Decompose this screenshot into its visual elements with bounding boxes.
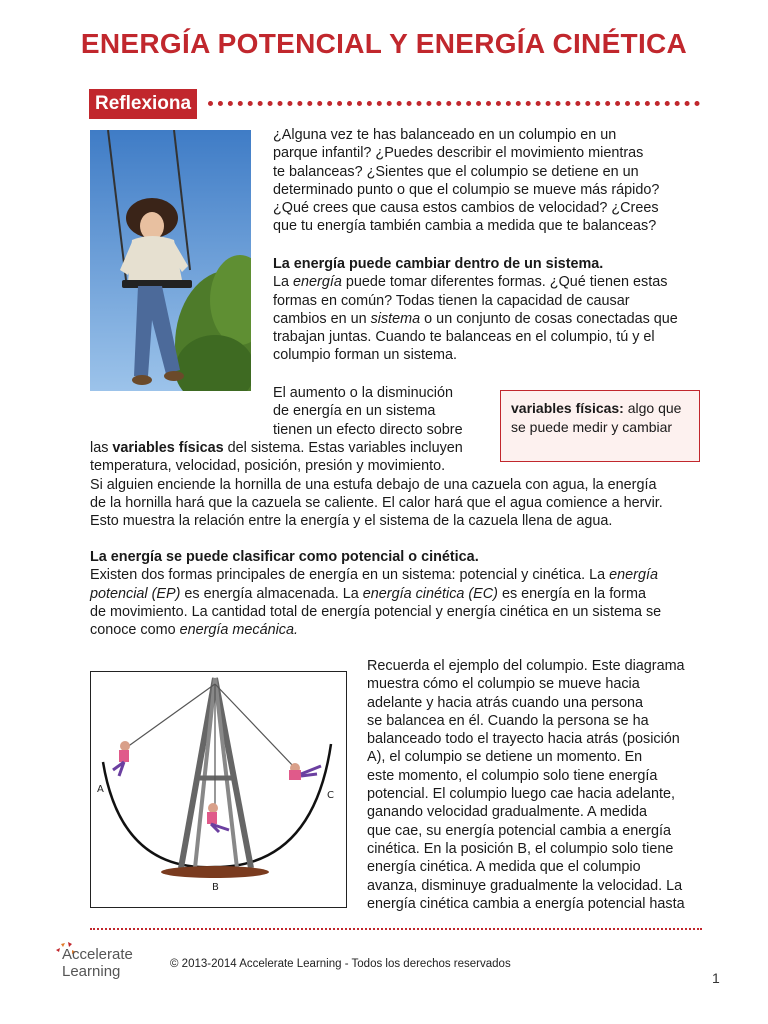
term-bold: variables físicas: [112, 440, 224, 456]
text-line: A), el columpio se detiene un momento. En: [367, 749, 643, 766]
text-line: formas en común? Todas tienen la capacidad de causar: [273, 292, 630, 309]
text-line: ganando velocidad gradualmente. A medida: [367, 804, 648, 821]
footer-divider: [90, 928, 702, 930]
intro-line: que tu energía también cambia a medida que te balanceas?: [273, 218, 657, 235]
text-line: Recuerda el ejemplo del columpio. Este diagrama: [367, 658, 685, 674]
classify-section: [90, 548, 710, 639]
intro-line: determinado punto o que el columpio se mueve más rápido?: [273, 181, 660, 198]
term-italic: energía cinética (EC): [362, 585, 498, 602]
text-run: las: [90, 440, 113, 456]
text-line: de la hornilla hará que la cazuela se caliente. El calor hará que el agua comience a hervir.: [90, 494, 663, 511]
intro-line: ¿Alguna vez te has balanceado en un columpio en un: [273, 127, 617, 143]
text-line: se balancea en él. Cuando la persona se ha: [367, 712, 649, 729]
text-run: La: [273, 274, 294, 291]
term-italic: energía: [293, 274, 342, 291]
text-line: muestra cómo el columpio se mueve hacia: [367, 676, 640, 693]
energy-change-section: [273, 255, 678, 365]
text-run: cambios en un: [273, 310, 371, 327]
text-run: Existen dos formas principales de energía en un sistema: potencial y cinética. La: [90, 567, 610, 584]
text-line: avanza, disminuye gradualmente la velocidad. La: [367, 877, 683, 894]
text-line: energía cinética. A medida que el columpio: [367, 859, 641, 876]
text-run: es energía almacenada. La: [180, 585, 363, 602]
term-italic: energía mecánica.: [179, 622, 298, 639]
logo-text: Accelerate: [62, 946, 133, 963]
text-line: potencial. El columpio luego cae hacia adelante,: [367, 786, 676, 803]
swing-explanation: [367, 657, 707, 913]
swing-photo: [90, 130, 251, 391]
term-italic: potencial (EP): [90, 585, 181, 602]
text-line: El aumento o la disminución: [273, 385, 453, 401]
section-heading: La energía se puede clasificar como potencial o cinética.: [90, 549, 479, 565]
text-line: Esto muestra la relación entre la energía y el sistema de la cazuela llena de agua.: [90, 513, 613, 530]
section-badge: Reflexiona: [89, 89, 197, 119]
logo-text: Learning: [62, 963, 121, 980]
swing-diagram: [90, 671, 347, 908]
diagram-label-c: C: [327, 790, 334, 801]
intro-line: te balanceas? ¿Sientes que el columpio se detiene en un: [273, 163, 639, 180]
copyright-text: © 2013-2014 Accelerate Learning - Todos los derechos reservados: [170, 958, 511, 970]
text-line: columpio forman un sistema.: [273, 347, 457, 364]
term-italic: sistema: [370, 310, 421, 327]
definition-box: [500, 390, 700, 462]
text-line: adelante y hacia atrás cuando una persona: [367, 694, 644, 711]
text-run: del sistema. Estas variables incluyen: [223, 440, 463, 456]
text-line: que cae, su energía potencial cambia a energía: [367, 822, 672, 839]
text-line: Si alguien enciende la hornilla de una estufa debajo de una cazuela con agua, la energía: [90, 476, 657, 493]
section-divider: [208, 101, 700, 106]
text-line: trabajan juntas. Cuando te balanceas en el columpio, tú y el: [273, 329, 655, 346]
text-run: conoce como: [90, 622, 180, 639]
text-line: de energía en un sistema: [273, 403, 436, 420]
diagram-label-b: B: [212, 882, 219, 893]
text-run: puede tomar diferentes formas. ¿Qué tienen estas: [341, 274, 668, 291]
term-italic: energía: [609, 567, 658, 584]
intro-line: parque infantil? ¿Puedes describir el movimiento mientras: [273, 145, 644, 162]
diagram-label-a: A: [97, 784, 104, 795]
text-line: cinética. En la posición B, el columpio solo tiene: [367, 840, 674, 857]
section-heading: La energía puede cambiar dentro de un sistema.: [273, 256, 604, 272]
page-title: ENERGÍA POTENCIAL Y ENERGÍA CINÉTICA: [80, 28, 688, 59]
page-number: 1: [712, 970, 720, 986]
intro-paragraph: [273, 126, 659, 236]
text-line: energía cinética cambia a energía potencial hasta: [367, 895, 685, 912]
definition-text: algo que se puede medir y cambiar: [511, 400, 682, 435]
intro-line: ¿Qué crees que causa estos cambios de velocidad? ¿Crees: [273, 200, 659, 217]
text-line: balanceado todo el trayecto hacia atrás (posición: [367, 731, 680, 748]
text-run: o un conjunto de cosas conectadas que: [420, 310, 678, 327]
text-line: tienen un efecto directo sobre: [273, 421, 463, 438]
variables-intro: [273, 384, 463, 439]
text-run: es energía en la forma: [497, 585, 646, 602]
text-line: temperatura, velocidad, posición, presión y movimiento.: [90, 458, 446, 475]
text-line: de movimiento. La cantidad total de energía potencial y energía cinética en un sistema se: [90, 603, 662, 620]
text-line: este momento, el columpio solo tiene energía: [367, 767, 658, 784]
definition-term: variables físicas:: [511, 400, 624, 416]
